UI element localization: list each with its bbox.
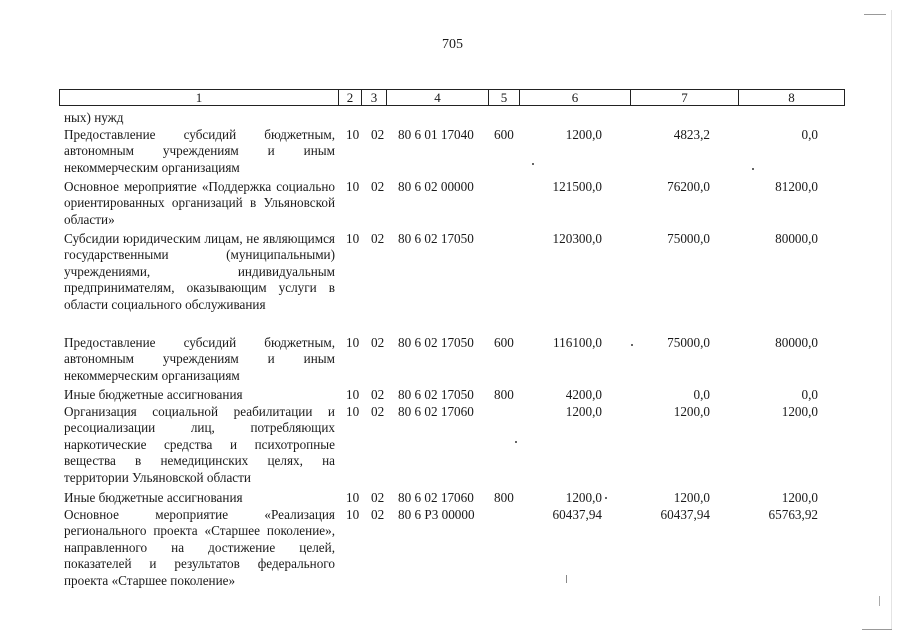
row-rz: 10: [346, 387, 360, 402]
row-rz: 10: [346, 127, 360, 142]
scan-speck: [605, 497, 607, 499]
row-name: Субсидии юридическим лицам, не являющимся государственными (муниципальными) учреждениями, индивидуальным предпринимателям, оказывающим услуги в области социального обслуживания: [64, 231, 335, 312]
row-year3: 81200,0: [775, 179, 818, 194]
row-vr: 600: [494, 335, 514, 350]
row-year1: 1200,0: [565, 490, 602, 505]
scan-speck: [566, 575, 567, 583]
header-col-3: 3: [361, 89, 387, 106]
row-pr: 02: [371, 387, 385, 402]
row-year2: 0,0: [693, 387, 710, 402]
row-rz: 10: [346, 404, 360, 419]
row-vr: 800: [494, 490, 514, 505]
row-year2: 1200,0: [673, 490, 710, 505]
header-col-5: 5: [488, 89, 520, 106]
scan-speck: [752, 168, 754, 170]
row-csr: 80 6 02 17050: [398, 231, 474, 246]
row-name: Иные бюджетные ассигнования: [64, 387, 243, 402]
row-name: Предоставление субсидий бюджетным, автономным учреждениям и иным некоммерческим организациям: [64, 127, 335, 175]
row-year2: 75000,0: [667, 335, 710, 350]
scan-speck: [532, 163, 534, 165]
row-year2: 76200,0: [667, 179, 710, 194]
row-name: Иные бюджетные ассигнования: [64, 490, 243, 505]
row-rz: 10: [346, 231, 360, 246]
header-col-1: 1: [59, 89, 339, 106]
scan-speck: [864, 14, 886, 15]
row-year3: 1200,0: [781, 490, 818, 505]
row-year1: 121500,0: [552, 179, 602, 194]
row-pr: 02: [371, 404, 385, 419]
row-year2: 60437,94: [660, 507, 710, 522]
scan-speck: [515, 441, 517, 443]
row-year1: 1200,0: [565, 127, 602, 142]
row-year3: 1200,0: [781, 404, 818, 419]
row-rz: 10: [346, 179, 360, 194]
row-csr: 80 6 02 17050: [398, 387, 474, 402]
row-pr: 02: [371, 490, 385, 505]
row-rz: 10: [346, 335, 360, 350]
header-col-6: 6: [519, 89, 631, 106]
header-col-4: 4: [386, 89, 489, 106]
row-name: ных) нужд: [64, 110, 124, 125]
row-csr: 80 6 02 00000: [398, 179, 474, 194]
row-year1: 4200,0: [565, 387, 602, 402]
row-year3: 65763,92: [768, 507, 818, 522]
row-year2: 4823,2: [673, 127, 710, 142]
row-rz: 10: [346, 507, 360, 522]
row-vr: 800: [494, 387, 514, 402]
row-year3: 0,0: [801, 387, 818, 402]
row-csr: 80 6 P3 00000: [398, 507, 475, 522]
row-pr: 02: [371, 335, 385, 350]
scan-edge-line: [891, 10, 892, 630]
row-vr: 600: [494, 127, 514, 142]
row-year3: 80000,0: [775, 231, 818, 246]
row-csr: 80 6 01 17040: [398, 127, 474, 142]
row-csr: 80 6 02 17050: [398, 335, 474, 350]
header-col-7: 7: [630, 89, 739, 106]
row-name: Предоставление субсидий бюджетным, автономным учреждениям и иным некоммерческим организациям: [64, 335, 335, 383]
row-pr: 02: [371, 127, 385, 142]
row-pr: 02: [371, 507, 385, 522]
row-name: Основное мероприятие «Поддержка социально ориентированных организаций в Ульяновской области»: [64, 179, 335, 227]
scan-speck: [879, 596, 880, 606]
header-col-2: 2: [338, 89, 362, 106]
row-year1: 120300,0: [552, 231, 602, 246]
row-year2: 75000,0: [667, 231, 710, 246]
row-year2: 1200,0: [673, 404, 710, 419]
row-year1: 1200,0: [565, 404, 602, 419]
row-pr: 02: [371, 231, 385, 246]
row-pr: 02: [371, 179, 385, 194]
page-number: 705: [442, 37, 463, 52]
scan-speck: [862, 629, 892, 630]
row-name: Основное мероприятие «Реализация регионального проекта «Старшее поколение», направленного на достижение целей, показателей и результатов федерального проекта «Старшее поколение»: [64, 507, 335, 588]
row-year1: 116100,0: [553, 335, 602, 350]
row-csr: 80 6 02 17060: [398, 404, 474, 419]
header-col-8: 8: [738, 89, 845, 106]
row-year3: 0,0: [801, 127, 818, 142]
row-rz: 10: [346, 490, 360, 505]
row-csr: 80 6 02 17060: [398, 490, 474, 505]
row-year1: 60437,94: [552, 507, 602, 522]
row-name: Организация социальной реабилитации и ресоциализации лиц, потребляющих наркотические средства и психотропные вещества в немедицинских целях, на территории Ульяновской области: [64, 404, 335, 485]
scan-speck: [631, 344, 633, 346]
row-year3: 80000,0: [775, 335, 818, 350]
